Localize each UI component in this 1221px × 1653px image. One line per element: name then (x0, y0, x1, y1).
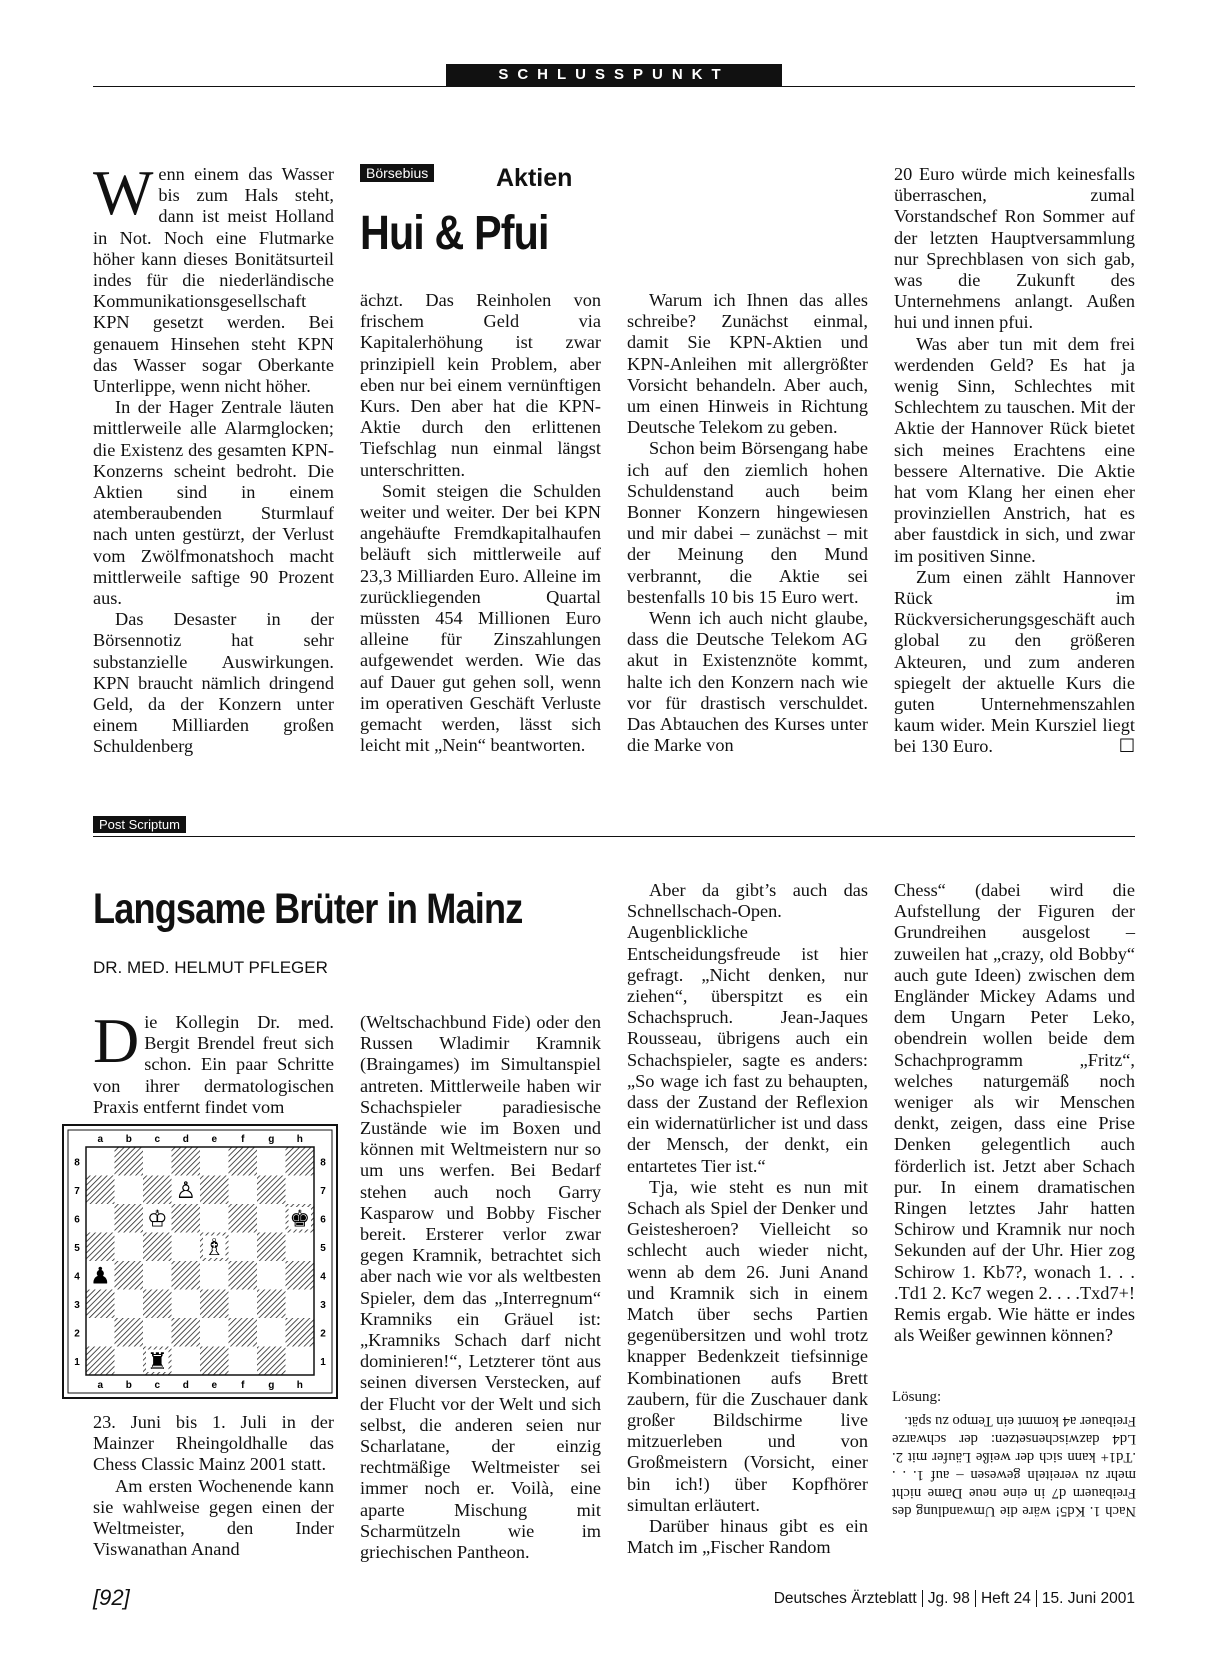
article2-column-1-top (93, 1005, 334, 1118)
file-label-bottom: e (211, 1380, 218, 1391)
file-label-bottom: g (268, 1380, 275, 1391)
board-square-b2 (115, 1318, 144, 1347)
board-square-h3 (286, 1290, 315, 1319)
file-label-bottom: f (241, 1380, 245, 1391)
board-square-e8 (200, 1147, 229, 1176)
solution-text: Nach 1. Kd5! wäre die Umwandlung des Freibauern d7 in eine neue Dame nicht mehr zu vereiteln gewesen – auf 1. . . .Td1+ kann sich der weiße Läufer mit 2. Ld4 dazwischensetzen: der schwarze Freibauer a4 kommt ein Tempo zu spät. (892, 1413, 1136, 1519)
board-square-b8 (115, 1147, 144, 1176)
paragraph: Tja, wie steht es nun mit Schach als Spiel der Denker und Geistesheroen? Vielleicht so schlecht auch wieder nicht, wenn ab dem 26. Juni Anand und Kramnik sich in einem Match über sechs Partien gegenübersitzen und wohl trotz knapper Bedenkzeit tiefsinnige Kombinationen aufs Brett zaubern, für die Zuschauer dank großer Bildschirme live mitzuerleben und von Großmeistern (Vorsicht, einer bin ich!) über Kopfhörer simultan erläutert. (627, 1176, 868, 1515)
board-square-g3 (257, 1290, 286, 1319)
journal-date: 15. Juni 2001 (1041, 1590, 1135, 1607)
board-square-b3 (115, 1290, 144, 1319)
board-square-a1 (86, 1347, 115, 1376)
white-king-icon: ♔ (146, 1206, 168, 1233)
paragraph: Zum einen zählt Hannover Rück im Rückversicherungsgeschäft auch global zu den größeren Akteuren, und zum anderen spiegelt der aktuelle Kurs die guten Unternehmenszahlen kaum wider. Mein Kursziel liegt bei 130 Euro. (894, 566, 1135, 757)
board-square-a5 (86, 1233, 115, 1262)
chess-solution (892, 1388, 1136, 1520)
paragraph: Somit steigen die Schulden weiter und weiter. Der bei KPN angehäufte Fremdkapitalhaufen beläuft sich mittlerweile auf 23,3 Milliarden Euro. Alleine im zurückliegenden Quartal müssten 454 Millionen Euro alleine für Zinszahlungen aufgewendet werden. Wie das auf Dauer gut gehen soll, wenn im operativen Geschäft Verluste gemacht werden, lässt sich leicht mit „Nein“ beantworten. (360, 480, 601, 756)
header-rule (93, 86, 1135, 87)
board-square-f6 (229, 1204, 258, 1233)
paragraph: Warum ich Ihnen das alles schreibe? Zunächst einmal, damit Sie KPN-Aktien und KPN-Anleihen mit allergrößter Vorsicht behandeln. Aber auch, um einen Hinweis in Richtung Deutsche Telekom zu geben. (627, 290, 868, 438)
board-square-h4 (286, 1261, 315, 1290)
rank-label-left: 5 (74, 1242, 80, 1254)
file-label-bottom: b (125, 1380, 132, 1391)
journal-issue: Heft 24 (980, 1590, 1031, 1607)
black-king-icon: ♚ (289, 1206, 311, 1233)
rank-label-right: 5 (320, 1242, 326, 1254)
paragraph: ächzt. Das Reinholen von frischem Geld via Kapitalerhöhung ist zwar prinzipiell kein Problem, aber eben nur bei einem vernünftigen Kurs. Den aber hat die KPN-Aktie durch den erlittenen Tiefschlag nun einmal längst unterschritten. (360, 290, 601, 480)
journal-name: Deutsches Ärzteblatt (773, 1590, 917, 1607)
divider (922, 1590, 923, 1607)
board-square-f8 (229, 1147, 258, 1176)
section-rule (93, 836, 1135, 837)
board-square-a3 (86, 1290, 115, 1319)
black-rook-icon: ♜ (146, 1348, 168, 1375)
board-square-h8 (286, 1147, 315, 1176)
black-pawn-icon: ♟ (89, 1263, 111, 1290)
file-label-top: b (125, 1134, 132, 1145)
board-square-h5 (286, 1233, 315, 1262)
rank-label-right: 3 (320, 1299, 326, 1311)
paragraph: Chess“ (dabei wird die Aufstellung der Figuren der Grundreihen ausgelost – zuweilen hat „crazy, old Bobby“ auch gute Ideen) zwischen dem Engländer Mickey Adams und dem Ungarn Peter Leko, obendrein wollen beide dem Schachprogramm „Fritz“, welches naturgemäß noch weniger als wir Menschen denkt, zeigen, dass eine Prise Denken gelegentlich auch förderlich ist. Jetzt aber Schach pur. In einem dramatischen Ringen letztes Jahr hatten Schirow und Kramnik nur noch Sekunden auf der Uhr. Hier zog Schirow 1. Kb7?, wonach 1. . . .Td1 2. Kc7 wegen 2. . . .Txd7+! Remis ergab. Wie hätte er indes als Weißer gewinnen können? (894, 880, 1135, 1346)
board-square-f1 (229, 1347, 258, 1376)
divider (1036, 1590, 1037, 1607)
board-square-g2 (257, 1318, 286, 1347)
board-square-d1 (172, 1347, 201, 1376)
rank-label-left: 6 (74, 1214, 80, 1226)
rank-label-right: 2 (320, 1328, 326, 1340)
file-label-top: e (211, 1134, 218, 1145)
paragraph: 20 Euro würde mich keinesfalls überraschen, zumal Vorstandschef Ron Sommer auf der letzten Hauptversammlung nur Sprechblasen von sich gab, was die Zukunft des Unternehmens anlangt. Außen hui und innen pfui. (894, 164, 1135, 333)
article1-column-3 (627, 290, 868, 756)
board-square-c3 (143, 1290, 172, 1319)
file-label-top: f (241, 1134, 245, 1145)
paragraph: Am ersten Wochenende kann sie wahlweise gegen einen der Weltmeister, den Inder Viswanathan Anand (93, 1475, 334, 1560)
rank-label-left: 1 (74, 1356, 80, 1368)
journal-volume: Jg. 98 (927, 1590, 970, 1607)
file-label-bottom: h (296, 1380, 303, 1391)
board-square-f2 (229, 1318, 258, 1347)
board-square-a8 (86, 1147, 115, 1176)
byline: DR. MED. HELMUT PFLEGER (93, 958, 328, 977)
board-square-e6 (200, 1204, 229, 1233)
article-headline: Hui & Pfui (360, 207, 549, 260)
file-label-top: g (268, 1134, 275, 1145)
board-square-c2 (143, 1318, 172, 1347)
column-tag: Post Scriptum (93, 816, 186, 833)
section-label: SCHLUSSPUNKT (446, 64, 782, 86)
board-square-e3 (200, 1290, 229, 1319)
file-label-bottom: c (154, 1380, 161, 1391)
paragraph: In der Hager Zentrale läuten mittlerweile alle Alarmglocken; die Existenz des gesamten KPN-Konzerns scheint bedroht. Die Aktien sind in einem atemberaubenden Sturmlauf nach unten gestürzt, der Verlust vom Zwölfmonatshoch macht mittlerweile saftige 90 Prozent aus. (93, 397, 334, 609)
board-square-a2 (86, 1318, 115, 1347)
article2-column-3 (627, 880, 868, 1559)
divider (975, 1590, 976, 1607)
article2-column-4 (894, 880, 1135, 1346)
article-kicker: Aktien (496, 164, 573, 192)
board-square-e1 (200, 1347, 229, 1376)
paragraph: enn einem das Wasser bis zum Hals steht, dann ist meist Holland in Not. Noch eine Flutmarke höher kann dieses Bonitätsurteil indes für die niederländische Kommunikationsgesellschaft KPN gesetzt werden. Bei genauem Hinsehen steht KPN das Wasser sogar Oberkante Unterlippe, wenn nicht höher. (93, 164, 334, 397)
rank-label-left: 8 (74, 1157, 80, 1169)
drop-cap: W (93, 157, 154, 228)
white-pawn-icon: ♙ (175, 1177, 197, 1204)
rank-label-right: 7 (320, 1185, 326, 1197)
board-square-d3 (172, 1290, 201, 1319)
board-square-c4 (143, 1261, 172, 1290)
board-square-g8 (257, 1147, 286, 1176)
article1-column-4 (894, 164, 1135, 758)
board-square-c7 (143, 1176, 172, 1205)
rank-label-left: 7 (74, 1185, 80, 1197)
article2-column-2 (360, 1012, 601, 1563)
rank-label-left: 3 (74, 1299, 80, 1311)
board-square-f7 (229, 1176, 258, 1205)
board-square-d8 (172, 1147, 201, 1176)
file-label-top: h (296, 1134, 303, 1145)
rank-label-right: 4 (320, 1271, 326, 1283)
board-square-b6 (115, 1204, 144, 1233)
file-label-bottom: a (97, 1380, 104, 1391)
board-square-g6 (257, 1204, 286, 1233)
board-square-f4 (229, 1261, 258, 1290)
board-square-f5 (229, 1233, 258, 1262)
paragraph: ie Kollegin Dr. med. Bergit Brendel freut sich schon. Ein paar Schritte von ihrer dermatologischen Praxis entfernt findet vom (93, 1012, 334, 1117)
board-square-e4 (200, 1261, 229, 1290)
board-square-d4 (172, 1261, 201, 1290)
article-headline: Langsame Brüter in Mainz (93, 885, 523, 933)
board-square-d6 (172, 1204, 201, 1233)
board-square-g1 (257, 1347, 286, 1376)
board-square-g4 (257, 1261, 286, 1290)
board-square-b7 (115, 1176, 144, 1205)
board-square-f3 (229, 1290, 258, 1319)
white-bishop-icon: ♗ (203, 1234, 225, 1261)
solution-label: Lösung: (892, 1389, 942, 1405)
board-square-h7 (286, 1176, 315, 1205)
rank-label-right: 8 (320, 1157, 326, 1169)
file-label-top: a (97, 1134, 104, 1145)
board-square-g7 (257, 1176, 286, 1205)
rank-label-left: 2 (74, 1328, 80, 1340)
board-square-a7 (86, 1176, 115, 1205)
paragraph: Das Desaster in der Börsennotiz hat sehr substanzielle Auswirkungen. KPN braucht nämlich dringend Geld, da der Konzern unter einem Milliarden großen Schuldenberg (93, 609, 334, 757)
board-square-b1 (115, 1347, 144, 1376)
column-tag: Börsebius (360, 164, 434, 182)
rank-label-right: 6 (320, 1214, 326, 1226)
board-square-c5 (143, 1233, 172, 1262)
chess-diagram (62, 1124, 338, 1399)
board-square-b5 (115, 1233, 144, 1262)
file-label-top: c (154, 1134, 161, 1145)
journal-info (774, 1590, 1135, 1608)
paragraph: Wenn ich auch nicht glaube, dass die Deutsche Telekom AG akut in Existenznöte kommt, halte ich den Konzern nach wie vor für drastisch verschuldet. Das Abtauchen des Kurses unter die Marke von (627, 608, 868, 756)
board-square-e2 (200, 1318, 229, 1347)
board-square-g5 (257, 1233, 286, 1262)
board-square-d2 (172, 1318, 201, 1347)
board-square-b4 (115, 1261, 144, 1290)
rank-label-left: 4 (74, 1271, 80, 1283)
board-square-h2 (286, 1318, 315, 1347)
article1-column-2 (360, 290, 601, 756)
paragraph: Was aber tun mit dem frei werdenden Geld? Es hat ja wenig Sinn, Schlechtes mit Schlechtem zu tauschen. Mit der Aktie der Hannover Rück bietet sich meines Erachtens eine bessere Alternative. Die Aktie hat vom Klang her einen eher provinziellen Anstrich, hat es aber faustdick in sich, und zwar im positiven Sinne. (894, 333, 1135, 566)
board-square-h1 (286, 1347, 315, 1376)
drop-cap: D (93, 1005, 140, 1076)
paragraph: (Weltschachbund Fide) oder den Russen Wladimir Kramnik (Braingames) im Simultanspiel antreten. Mittlerweile haben wir Schachspieler paradiesische Zustände wie im Boxen und können mit Weltmeistern nur so um uns werfen. Bei Bedarf stehen auch noch Garry Kasparow und Bobby Fischer bereit. Ersterer verlor zwar gegen Kramnik, betrachtet sich aber nach wie vor als weltbesten Spieler, dem das „Interregnum“ Kramniks ein Gräuel ist: „Kramniks Schach darf nicht dominieren!“, Letzterer tönt aus seinen diversen Verstecken, auf der Flucht vor der Welt und sich selbst, die anderen seien nur Scharlatane, der einzig rechtmäßige Weltmeister sei immer noch er. Voilà, eine aparte Mischung mit Scharmützeln wie im griechischen Pantheon. (360, 1012, 601, 1563)
article1-column-1 (93, 157, 334, 758)
rank-label-right: 1 (320, 1356, 326, 1368)
paragraph: Aber da gibt’s auch das Schnellschach-Open. Augenblickliche Entscheidungsfreude ist hier gefragt. „Nicht denken, nur ziehen“, überspitzt es ein Schachspruch. Jean-Jaques Rousseau, übrigens auch ein Schachspieler, sagte es anders: „So wage ich fast zu behaupten, dass der Zustand der Reflexion ein widernatürlicher ist und dass der Mensch, der denkt, ein entartetes Tier ist.“ (627, 880, 868, 1176)
board-square-a6 (86, 1204, 115, 1233)
article2-column-1-bottom (93, 1412, 334, 1560)
paragraph: Darüber hinaus gibt es ein Match im „Fischer Random (627, 1516, 868, 1558)
board-square-d5 (172, 1233, 201, 1262)
file-label-bottom: d (182, 1380, 189, 1391)
board-square-e7 (200, 1176, 229, 1205)
board-square-c8 (143, 1147, 172, 1176)
paragraph: Schon beim Börsengang habe ich auf den ziemlich hohen Schuldenstand auch beim Bonner Konzern hingewiesen und mir dabei – zunächst – mit der Meinung den Mund verbrannt, die Aktie sei bestenfalls 10 bis 15 Euro wert. (627, 438, 868, 607)
page-number: [92] (93, 1585, 130, 1610)
file-label-top: d (182, 1134, 189, 1145)
paragraph: 23. Juni bis 1. Juli in der Mainzer Rheingoldhalle das Chess Classic Mainz 2001 statt. (93, 1412, 334, 1475)
end-mark-icon: ☐ (1118, 736, 1135, 757)
